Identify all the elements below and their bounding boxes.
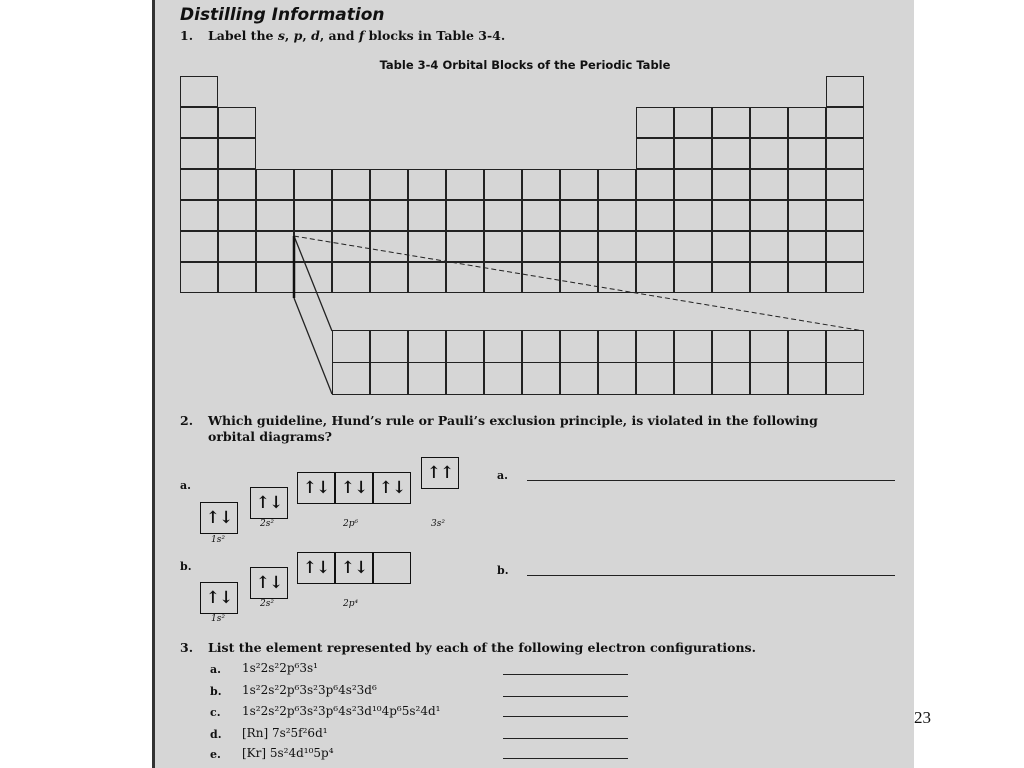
f-block-cell[interactable]: [750, 330, 788, 363]
f-block-cell[interactable]: [712, 330, 750, 363]
config-b-answer-line[interactable]: [503, 696, 628, 697]
f-block-cell[interactable]: [522, 330, 560, 363]
answer-a-label: a.: [497, 469, 508, 482]
dashed-connector-top: [294, 236, 864, 331]
connector-left-top: [294, 236, 332, 331]
answer-b-line[interactable]: [527, 575, 895, 576]
f-block-cell[interactable]: [674, 362, 712, 395]
orbital-b-2p-1: ↑↓: [297, 552, 335, 584]
sublevel-b-2s: 2s²: [260, 599, 274, 609]
config-c-label: c.: [210, 706, 221, 719]
question-1-number: 1.: [180, 28, 194, 43]
sublevel-a-2p: 2p⁶: [343, 519, 359, 529]
f-block-cell[interactable]: [712, 362, 750, 395]
config-c-answer-line[interactable]: [503, 716, 628, 717]
config-e-label: e.: [210, 748, 221, 761]
f-block-cell[interactable]: [484, 330, 522, 363]
sublevel-a-1s: 1s²: [211, 535, 225, 545]
config-d-answer-line[interactable]: [503, 738, 628, 739]
config-d-label: d.: [210, 728, 222, 741]
orbital-a-2p-1: ↑↓: [297, 472, 335, 504]
f-block-cell[interactable]: [408, 362, 446, 395]
config-e-text: [Kr] 5s²4d¹⁰5p⁴: [242, 746, 334, 760]
question-2-line-1: Which guideline, Hund’s rule or Pauli’s exclusion principle, is violated in the following: [208, 413, 818, 428]
f-block-cell[interactable]: [560, 362, 598, 395]
sublevel-b-2p: 2p⁴: [343, 599, 359, 609]
f-block-cell[interactable]: [332, 330, 370, 363]
orbital-a-3s: ↑↑: [421, 457, 459, 489]
f-block-cell[interactable]: [750, 362, 788, 395]
config-b-text: 1s²2s²2p⁶3s²3p⁶4s²3d⁶: [242, 683, 377, 697]
config-b-label: b.: [210, 685, 222, 698]
connector-left-bottom: [294, 298, 332, 394]
f-block-cell[interactable]: [636, 362, 674, 395]
page-title: Distilling Information: [180, 5, 385, 25]
f-block-cell[interactable]: [598, 330, 636, 363]
f-block-cell[interactable]: [674, 330, 712, 363]
question-3-text: List the element represented by each of the following electron configurations.: [208, 640, 756, 655]
f-block-cell[interactable]: [446, 362, 484, 395]
config-a-text: 1s²2s²2p⁶3s¹: [242, 661, 318, 675]
question-1-text: Label the s, p, d, and f blocks in Table 3-4.: [208, 28, 506, 43]
f-block-cell[interactable]: [826, 362, 864, 395]
config-d-text: [Rn] 7s²5f²6d¹: [242, 726, 328, 740]
f-block-cell[interactable]: [332, 362, 370, 395]
config-c-text: 1s²2s²2p⁶3s²3p⁶4s²3d¹⁰4p⁶5s²4d¹: [242, 704, 441, 718]
question-3-number: 3.: [180, 640, 194, 655]
f-block-cell[interactable]: [370, 362, 408, 395]
f-block-cell[interactable]: [446, 330, 484, 363]
orbital-b-2p-3: [373, 552, 411, 584]
answer-b-label: b.: [497, 564, 509, 577]
orbital-a-2p-3: ↑↓: [373, 472, 411, 504]
orbital-a-1s: ↑↓: [200, 502, 238, 534]
config-a-answer-line[interactable]: [503, 674, 628, 675]
orbital-b-1s: ↑↓: [200, 582, 238, 614]
f-block-cell[interactable]: [522, 362, 560, 395]
f-block-cell[interactable]: [560, 330, 598, 363]
f-block-cell[interactable]: [598, 362, 636, 395]
config-e-answer-line[interactable]: [503, 758, 628, 759]
diagram-b-label: b.: [180, 560, 192, 573]
diagram-a-label: a.: [180, 479, 191, 492]
f-block-cell[interactable]: [484, 362, 522, 395]
orbital-a-2s: ↑↓: [250, 487, 288, 519]
orbital-b-2s: ↑↓: [250, 567, 288, 599]
question-2-line-2: orbital diagrams?: [208, 429, 332, 444]
question-2-number: 2.: [180, 413, 194, 428]
page-number: 23: [914, 708, 931, 727]
orbital-b-2p-2: ↑↓: [335, 552, 373, 584]
f-block-cell[interactable]: [370, 330, 408, 363]
sublevel-b-1s: 1s²: [211, 614, 225, 624]
sublevel-a-2s: 2s²: [260, 519, 274, 529]
orbital-a-2p-2: ↑↓: [335, 472, 373, 504]
f-block-cell[interactable]: [788, 362, 826, 395]
sublevel-a-3s: 3s²: [431, 519, 445, 529]
table-caption: Table 3-4 Orbital Blocks of the Periodic Table: [379, 58, 671, 72]
answer-a-line[interactable]: [527, 480, 895, 481]
f-block-cell[interactable]: [408, 330, 446, 363]
f-block-cell[interactable]: [636, 330, 674, 363]
f-block-cell[interactable]: [826, 330, 864, 363]
config-a-label: a.: [210, 663, 221, 676]
f-block-cell[interactable]: [788, 330, 826, 363]
